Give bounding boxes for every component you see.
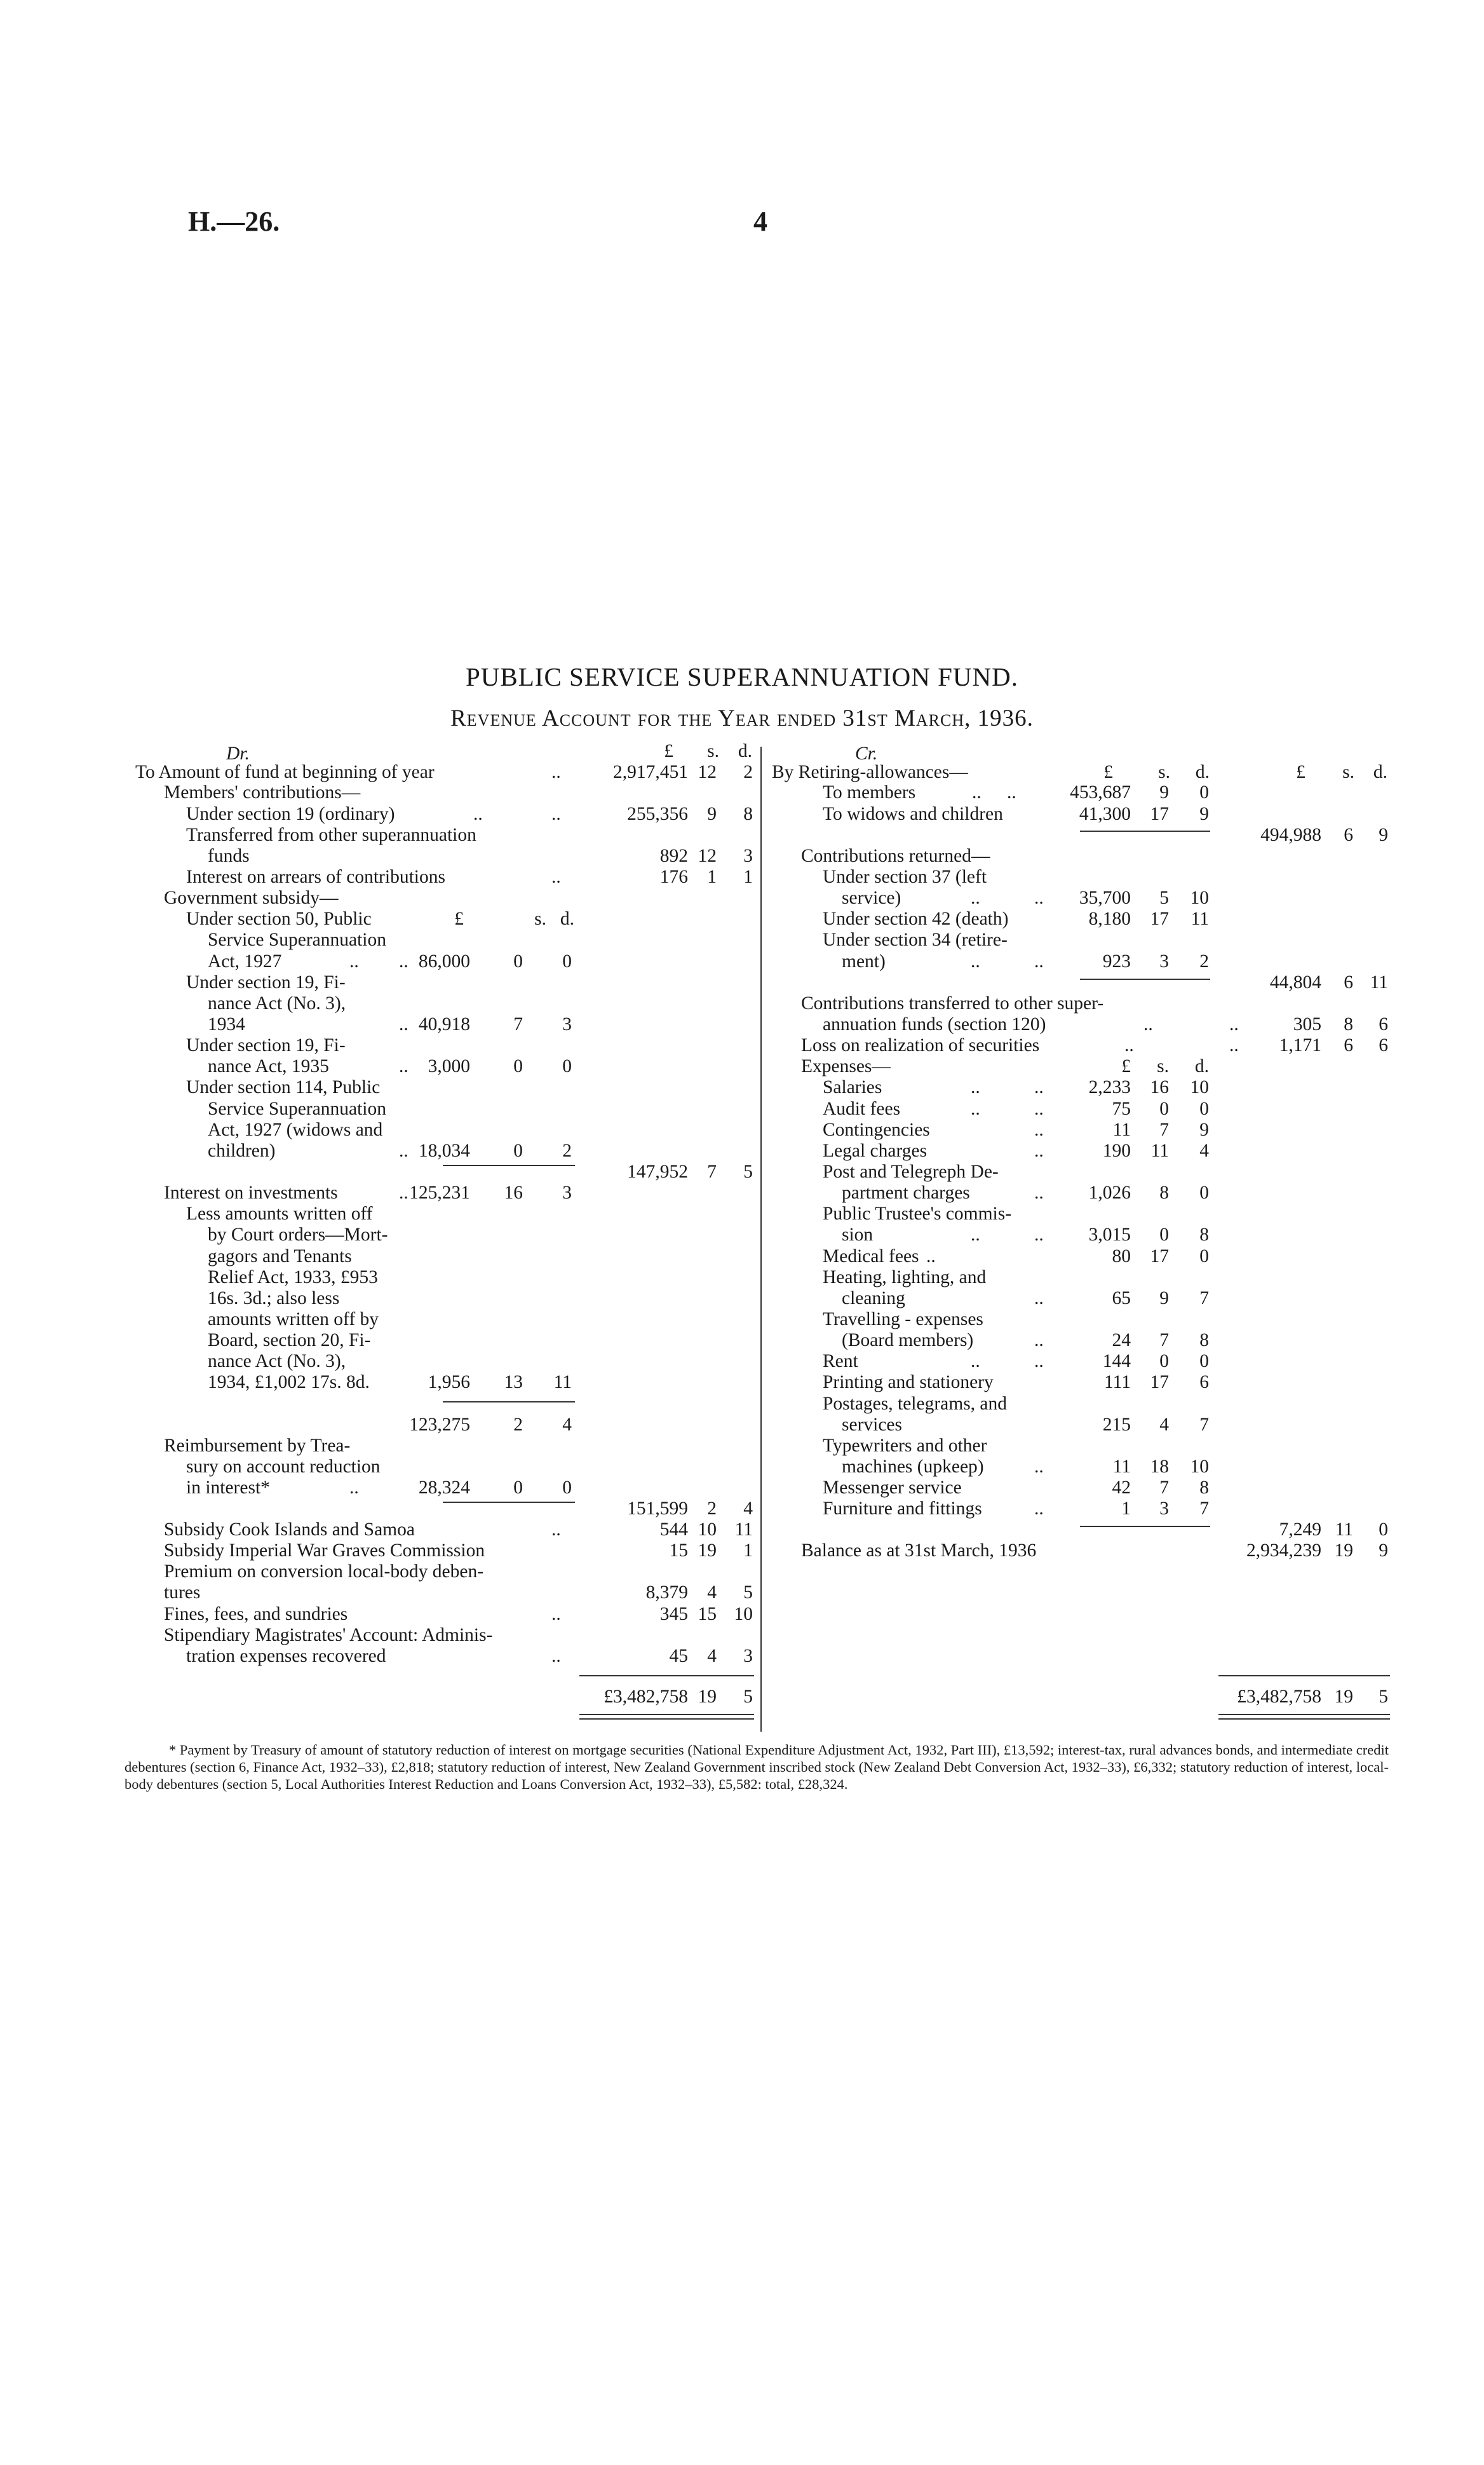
amount-shillings: 2 — [513, 1415, 523, 1435]
cr-header-pence: d. — [1195, 762, 1210, 782]
leader-dots: .. — [1034, 1498, 1044, 1519]
leader-dots: .. — [551, 1646, 561, 1666]
cr-line: Expenses— — [801, 1056, 891, 1076]
leader-dots: .. — [349, 951, 359, 972]
leader-dots: .. — [551, 804, 561, 824]
double-rule — [1218, 1714, 1390, 1715]
dr-line: children) — [208, 1141, 276, 1161]
leader-dots: .. — [399, 951, 408, 972]
amount-shillings: 9 — [1159, 782, 1169, 803]
dr-line: gagors and Tenants — [208, 1246, 352, 1266]
amount-shillings: 4 — [707, 1646, 717, 1666]
column-divider — [760, 747, 762, 1732]
leader-dots: .. — [399, 1141, 408, 1161]
amount-pounds: 35,700 — [1079, 888, 1131, 908]
amount-pounds: 1,026 — [1088, 1183, 1131, 1203]
amount-shillings: 7 — [1159, 1120, 1169, 1140]
leader-dots: .. — [1034, 951, 1044, 972]
total-shillings: 19 — [698, 1687, 717, 1707]
leader-dots: .. — [1034, 888, 1044, 908]
leader-dots: .. — [971, 1225, 980, 1245]
amount-pence: 0 — [562, 951, 572, 972]
amount-pence: 8 — [1199, 1477, 1209, 1498]
amount-pence: 0 — [1199, 782, 1209, 803]
cr-line: Loss on realization of securities — [801, 1035, 1040, 1056]
amount-pounds: 18,034 — [418, 1141, 470, 1161]
leader-dots: .. — [1034, 1141, 1044, 1161]
amount-pence: 2 — [743, 762, 753, 782]
leader-dots: .. — [926, 1246, 936, 1266]
amount-pence: 3 — [562, 1183, 572, 1203]
leader-dots: .. — [1034, 1120, 1044, 1140]
dr-line: Relief Act, 1933, £953 — [208, 1267, 378, 1287]
dr-line: Under section 19, Fi- — [186, 972, 346, 993]
leader-dots: .. — [1034, 1351, 1044, 1371]
dr-header-pence: d. — [738, 741, 752, 761]
amount-pounds: 28,324 — [418, 1477, 470, 1498]
cr-line: Messenger service — [823, 1477, 962, 1498]
amount-shillings: 9 — [1159, 1288, 1169, 1308]
leader-dots: .. — [1143, 1014, 1153, 1035]
leader-dots: .. — [1034, 1330, 1044, 1350]
double-rule — [1218, 1718, 1390, 1720]
amount-shillings: 7 — [1159, 1330, 1169, 1350]
amount-shillings: 0 — [513, 1141, 523, 1161]
cr-line: Public Trustee's commis- — [823, 1204, 1012, 1224]
amount-pence: 9 — [1379, 1540, 1388, 1561]
amount-shillings: 18 — [1150, 1457, 1169, 1477]
dr-line: Service Superannuation — [208, 930, 386, 950]
dr-line: amounts written off by — [208, 1309, 379, 1329]
leader-dots: .. — [1229, 1014, 1239, 1035]
amount-pence: 7 — [1199, 1498, 1209, 1519]
amount-pounds: 11 — [1112, 1120, 1131, 1140]
amount-pence: 0 — [562, 1056, 572, 1076]
cr-line: Under section 42 (death) — [823, 909, 1009, 929]
leader-dots: .. — [1034, 1183, 1044, 1203]
document-reference: H.—26. — [188, 206, 280, 237]
amount-shillings: 17 — [1150, 1246, 1169, 1266]
cr-line: Heating, lighting, and — [823, 1267, 987, 1287]
amount-pence: 11 — [553, 1372, 572, 1392]
amount-pence: 9 — [1199, 804, 1209, 824]
amount-pounds: 176 — [659, 867, 688, 887]
amount-shillings: 3 — [1159, 1498, 1169, 1519]
subtotal-rule — [1080, 831, 1210, 832]
leader-dots: .. — [1034, 1457, 1044, 1477]
amount-shillings: 1 — [707, 867, 717, 887]
amount-pence: 11 — [734, 1519, 753, 1540]
dr-line: Under section 50, Public — [186, 909, 372, 929]
leader-dots: .. — [1229, 1035, 1239, 1056]
dr-line: Transferred from other superannuation — [186, 825, 476, 845]
total-rule — [579, 1675, 754, 1676]
leader-dots: .. — [399, 1183, 408, 1203]
amount-pounds: 8,180 — [1088, 909, 1131, 929]
amount-shillings: 17 — [1150, 804, 1169, 824]
leader-dots: .. — [551, 1604, 561, 1624]
leader-dots: .. — [971, 1099, 980, 1119]
amount-shillings: 7 — [513, 1014, 523, 1035]
leader-dots: .. — [1034, 1077, 1044, 1097]
amount-pounds: 255,356 — [627, 804, 688, 824]
leader-dots: .. — [1034, 1225, 1044, 1245]
amount-pence: 6 — [1199, 1372, 1209, 1392]
leader-dots: .. — [1034, 1288, 1044, 1308]
cr-line: Contributions transferred to other super- — [801, 993, 1104, 1014]
dr-line: Members' contributions— — [164, 782, 361, 803]
amount-shillings: 4 — [707, 1582, 717, 1603]
amount-pence: 3 — [743, 1646, 753, 1666]
amount-shillings: 12 — [698, 762, 717, 782]
amount-pence: 6 — [1379, 1035, 1388, 1056]
amount-pence: 10 — [1190, 1077, 1209, 1097]
amount-shillings: 12 — [698, 846, 717, 866]
amount-pounds: 125,231 — [409, 1183, 470, 1203]
amount-pence: 5 — [743, 1582, 753, 1603]
amount-pounds: 305 — [1293, 1014, 1321, 1035]
dr-line: Reimbursement by Trea- — [164, 1436, 351, 1456]
amount-pence: 3 — [562, 1014, 572, 1035]
amount-shillings: 0 — [1159, 1225, 1169, 1245]
amount-pounds: 494,988 — [1260, 825, 1321, 845]
amount-pence: 9 — [1199, 1120, 1209, 1140]
leader-dots: .. — [971, 951, 980, 972]
dr-line: by Court orders—Mort- — [208, 1225, 388, 1245]
amount-pounds: 190 — [1102, 1141, 1131, 1161]
amount-pence: 0 — [1379, 1519, 1388, 1540]
cr-label: Cr. — [855, 744, 878, 764]
leader-dots: .. — [1007, 782, 1016, 803]
document-subtitle: Revenue Account for the Year ended 31st March, 1936. — [450, 705, 1034, 731]
amount-pence: 8 — [1199, 1330, 1209, 1350]
cr-outer-header-shillings: s. — [1342, 762, 1354, 782]
amount-pence: 3 — [743, 846, 753, 866]
dr-line: tration expenses recovered — [186, 1646, 386, 1666]
dr-line: Under section 19 (ordinary) — [186, 804, 395, 824]
dr-line: Premium on conversion local-body deben- — [164, 1561, 484, 1582]
total-rule — [1218, 1675, 1390, 1676]
dr-line: sury on account reduction — [186, 1457, 381, 1477]
amount-shillings: 19 — [698, 1540, 717, 1561]
expenses-header-pence: d. — [1194, 1056, 1209, 1076]
amount-pounds: 75 — [1112, 1099, 1131, 1119]
amount-pounds: 44,804 — [1269, 972, 1321, 993]
subtotal-rule — [443, 1502, 575, 1503]
cr-line: machines (upkeep) — [842, 1457, 984, 1477]
amount-pounds: 1,956 — [428, 1372, 470, 1392]
page-number: 4 — [753, 206, 767, 237]
amount-shillings: 6 — [1344, 972, 1353, 993]
dr-line: Government subsidy— — [164, 888, 339, 908]
expenses-header-pounds: £ — [1121, 1056, 1131, 1076]
cr-line: partment charges — [842, 1183, 970, 1203]
amount-pence: 4 — [743, 1498, 753, 1519]
cr-line: To members — [823, 782, 916, 803]
leader-dots: .. — [1124, 1035, 1134, 1056]
cr-line: Audit fees — [823, 1099, 901, 1119]
amount-pounds: 544 — [659, 1519, 688, 1540]
total-pence: 5 — [743, 1687, 753, 1707]
cr-line: Under section 34 (retire- — [823, 930, 1008, 950]
dr-subheader-pence: d. — [560, 909, 574, 929]
amount-shillings: 13 — [504, 1372, 523, 1392]
cr-line: Medical fees — [823, 1246, 919, 1266]
total-pounds: £3,482,758 — [604, 1687, 688, 1707]
dr-line: Stipendiary Magistrates' Account: Adminis- — [164, 1625, 493, 1645]
total-shillings: 19 — [1334, 1687, 1353, 1707]
amount-pounds: 345 — [659, 1604, 688, 1624]
dr-line: 16s. 3d.; also less — [208, 1288, 340, 1308]
cr-line: (Board members) — [842, 1330, 974, 1350]
amount-pence: 9 — [1379, 825, 1388, 845]
subtotal-rule — [443, 1165, 575, 1166]
amount-pence: 2 — [562, 1141, 572, 1161]
leader-dots: .. — [971, 888, 980, 908]
dr-line: Subsidy Imperial War Graves Commission — [164, 1540, 485, 1561]
dr-line: Under section 114, Public — [186, 1077, 381, 1097]
total-pounds: £3,482,758 — [1237, 1687, 1321, 1707]
dr-line: Less amounts written off — [186, 1204, 373, 1224]
amount-pence: 6 — [1379, 1014, 1388, 1035]
cr-line: Contingencies — [823, 1120, 930, 1140]
amount-pounds: 123,275 — [409, 1415, 470, 1435]
dr-line: Interest on investments — [164, 1183, 338, 1203]
dr-line: Subsidy Cook Islands and Samoa — [164, 1519, 415, 1540]
amount-pounds: 3,000 — [428, 1056, 470, 1076]
dr-header-shillings: s. — [707, 741, 719, 761]
dr-line: Under section 19, Fi- — [186, 1035, 346, 1056]
leader-dots: .. — [971, 1351, 980, 1371]
dr-header-pounds: £ — [664, 741, 673, 761]
amount-pounds: 453,687 — [1070, 782, 1131, 803]
amount-pence: 5 — [743, 1162, 753, 1182]
total-pence: 5 — [1379, 1687, 1388, 1707]
cr-line: ment) — [842, 951, 886, 972]
amount-shillings: 7 — [707, 1162, 717, 1182]
dr-subheader-shillings: s. — [534, 909, 546, 929]
leader-dots: .. — [971, 1077, 980, 1097]
dr-line: Board, section 20, Fi- — [208, 1330, 371, 1350]
cr-line: Legal charges — [823, 1141, 928, 1161]
dr-line: in interest* — [186, 1477, 270, 1498]
amount-pounds: 8,379 — [645, 1582, 688, 1603]
amount-shillings: 8 — [1344, 1014, 1353, 1035]
subtotal-rule — [443, 1401, 575, 1402]
leader-dots: .. — [399, 1014, 408, 1035]
leader-dots: .. — [551, 762, 561, 782]
amount-pounds: 892 — [659, 846, 688, 866]
amount-pounds: 2,233 — [1088, 1077, 1131, 1097]
amount-shillings: 2 — [707, 1498, 717, 1519]
amount-pence: 11 — [1370, 972, 1388, 993]
amount-shillings: 11 — [1335, 1519, 1353, 1540]
amount-pence: 4 — [562, 1415, 572, 1435]
leader-dots: .. — [399, 1056, 408, 1076]
cr-outer-header-pounds: £ — [1296, 762, 1305, 782]
leader-dots: .. — [551, 1519, 561, 1540]
amount-pounds: 2,917,451 — [613, 762, 688, 782]
amount-shillings: 11 — [1150, 1141, 1169, 1161]
double-rule — [579, 1714, 754, 1715]
amount-shillings: 4 — [1159, 1415, 1169, 1435]
leader-dots: .. — [1034, 1099, 1044, 1119]
amount-pence: 0 — [1199, 1246, 1209, 1266]
leader-dots: .. — [473, 804, 483, 824]
cr-line: Furniture and fittings — [823, 1498, 982, 1519]
dr-line: Service Superannuation — [208, 1099, 386, 1119]
amount-pounds: 11 — [1112, 1457, 1131, 1477]
amount-pence: 7 — [1199, 1288, 1209, 1308]
amount-shillings: 19 — [1334, 1540, 1353, 1561]
cr-line: cleaning — [842, 1288, 905, 1308]
amount-pence: 11 — [1191, 909, 1209, 929]
cr-line: Under section 37 (left — [823, 867, 987, 887]
leader-dots: .. — [349, 1477, 359, 1498]
dr-line: nance Act, 1935 — [208, 1056, 329, 1076]
dr-line: 1934, £1,002 17s. 8d. — [208, 1372, 370, 1392]
amount-shillings: 0 — [1159, 1351, 1169, 1371]
cr-line: Travelling - expenses — [823, 1309, 983, 1329]
dr-line: 1934 — [208, 1014, 245, 1035]
dr-line: funds — [208, 846, 250, 866]
cr-line: To widows and children — [823, 804, 1003, 824]
dr-line: nance Act (No. 3), — [208, 993, 346, 1014]
amount-pounds: 7,249 — [1279, 1519, 1321, 1540]
amount-shillings: 7 — [1159, 1477, 1169, 1498]
cr-line: Contributions returned— — [801, 846, 990, 866]
dr-line: To Amount of fund at beginning of year — [135, 762, 435, 782]
amount-pounds: 1 — [1121, 1498, 1131, 1519]
amount-pounds: 15 — [669, 1540, 688, 1561]
amount-pence: 0 — [1199, 1099, 1209, 1119]
amount-shillings: 15 — [698, 1604, 717, 1624]
amount-shillings: 17 — [1150, 909, 1169, 929]
amount-pounds: 65 — [1112, 1288, 1131, 1308]
amount-pence: 10 — [1190, 888, 1209, 908]
cr-line: By Retiring-allowances— — [772, 762, 968, 782]
amount-pence: 1 — [743, 867, 753, 887]
amount-pence: 10 — [1190, 1457, 1209, 1477]
amount-shillings: 0 — [1159, 1099, 1169, 1119]
amount-shillings: 9 — [707, 804, 717, 824]
amount-pounds: 151,599 — [627, 1498, 688, 1519]
subtotal-rule — [1080, 1526, 1210, 1527]
amount-pence: 0 — [1199, 1351, 1209, 1371]
amount-pounds: 45 — [669, 1646, 688, 1666]
amount-shillings: 8 — [1159, 1183, 1169, 1203]
cr-header-shillings: s. — [1158, 762, 1170, 782]
cr-line: service) — [842, 888, 901, 908]
amount-pence: 0 — [1199, 1183, 1209, 1203]
dr-line: nance Act (No. 3), — [208, 1351, 346, 1371]
cr-line: Post and Telegreph De- — [823, 1162, 999, 1182]
cr-outer-header-pence: d. — [1373, 762, 1387, 782]
subtotal-rule — [1080, 979, 1210, 980]
leader-dots: .. — [972, 782, 981, 803]
cr-line: Printing and stationery — [823, 1372, 994, 1392]
amount-pence: 4 — [1199, 1141, 1209, 1161]
amount-pounds: 86,000 — [418, 951, 470, 972]
cr-line: services — [842, 1415, 903, 1435]
amount-pence: 7 — [1199, 1415, 1209, 1435]
footnote: * Payment by Treasury of amount of statutory reduction of interest on mortgage securities (National Expenditure Adjustment Act, 1932, Part III), £13,592; interest-tax, rural advances bonds, and intermediate credit debentures (section 6, Finance Act, 1932–33), £2,818; statutory reduction of interest, New Zealand Government inscribed stock (New Zealand Debt Conversion Act, 1932–33), £6,332; statutory reduction of interest, local-body debentures (section 5, Local Authorities Interest Reduction and Loans Conversion Act, 1932–33), £5,582: total, £28,324. — [125, 1742, 1389, 1792]
amount-shillings: 16 — [504, 1183, 523, 1203]
amount-pence: 8 — [743, 804, 753, 824]
amount-pounds: 1,171 — [1279, 1035, 1321, 1056]
dr-subheader-pounds: £ — [454, 909, 464, 929]
dr-line: Act, 1927 — [208, 951, 282, 972]
amount-pence: 0 — [562, 1477, 572, 1498]
amount-pounds: 923 — [1102, 951, 1131, 972]
amount-shillings: 6 — [1344, 825, 1353, 845]
amount-shillings: 10 — [698, 1519, 717, 1540]
dr-line: tures — [164, 1582, 201, 1603]
amount-pounds: 40,918 — [418, 1014, 470, 1035]
cr-line: Postages, telegrams, and — [823, 1394, 1008, 1414]
amount-pounds: 42 — [1112, 1477, 1131, 1498]
cr-header-pounds: £ — [1103, 762, 1113, 782]
amount-shillings: 17 — [1150, 1372, 1169, 1392]
amount-pounds: 144 — [1102, 1351, 1131, 1371]
cr-line: Balance as at 31st March, 1936 — [801, 1540, 1037, 1561]
amount-pounds: 215 — [1102, 1415, 1131, 1435]
cr-line: Salaries — [823, 1077, 882, 1097]
dr-label: Dr. — [226, 744, 250, 764]
amount-pounds: 41,300 — [1079, 804, 1131, 824]
amount-pounds: 3,015 — [1088, 1225, 1131, 1245]
amount-pence: 2 — [1199, 951, 1209, 972]
amount-pence: 8 — [1199, 1225, 1209, 1245]
amount-shillings: 0 — [513, 1477, 523, 1498]
amount-shillings: 0 — [513, 951, 523, 972]
cr-line: Rent — [823, 1351, 858, 1371]
leader-dots: .. — [551, 867, 561, 887]
amount-pounds: 2,934,239 — [1246, 1540, 1321, 1561]
dr-line: Fines, fees, and sundries — [164, 1604, 348, 1624]
amount-pounds: 24 — [1112, 1330, 1131, 1350]
amount-shillings: 5 — [1159, 888, 1169, 908]
amount-shillings: 3 — [1159, 951, 1169, 972]
cr-line: annuation funds (section 120) — [823, 1014, 1046, 1035]
amount-pence: 1 — [743, 1540, 753, 1561]
amount-pounds: 80 — [1112, 1246, 1131, 1266]
amount-pence: 10 — [734, 1604, 753, 1624]
dr-line: Act, 1927 (widows and — [208, 1120, 383, 1140]
expenses-header-shillings: s. — [1157, 1056, 1169, 1076]
cr-line: sion — [842, 1225, 874, 1245]
cr-line: Typewriters and other — [823, 1436, 987, 1456]
amount-shillings: 0 — [513, 1056, 523, 1076]
amount-shillings: 16 — [1150, 1077, 1169, 1097]
document-title: PUBLIC SERVICE SUPERANNUATION FUND. — [465, 662, 1018, 691]
double-rule — [579, 1718, 754, 1720]
amount-shillings: 6 — [1344, 1035, 1353, 1056]
amount-pounds: 111 — [1103, 1372, 1131, 1392]
dr-line: Interest on arrears of contributions — [186, 867, 445, 887]
amount-pounds: 147,952 — [627, 1162, 688, 1182]
